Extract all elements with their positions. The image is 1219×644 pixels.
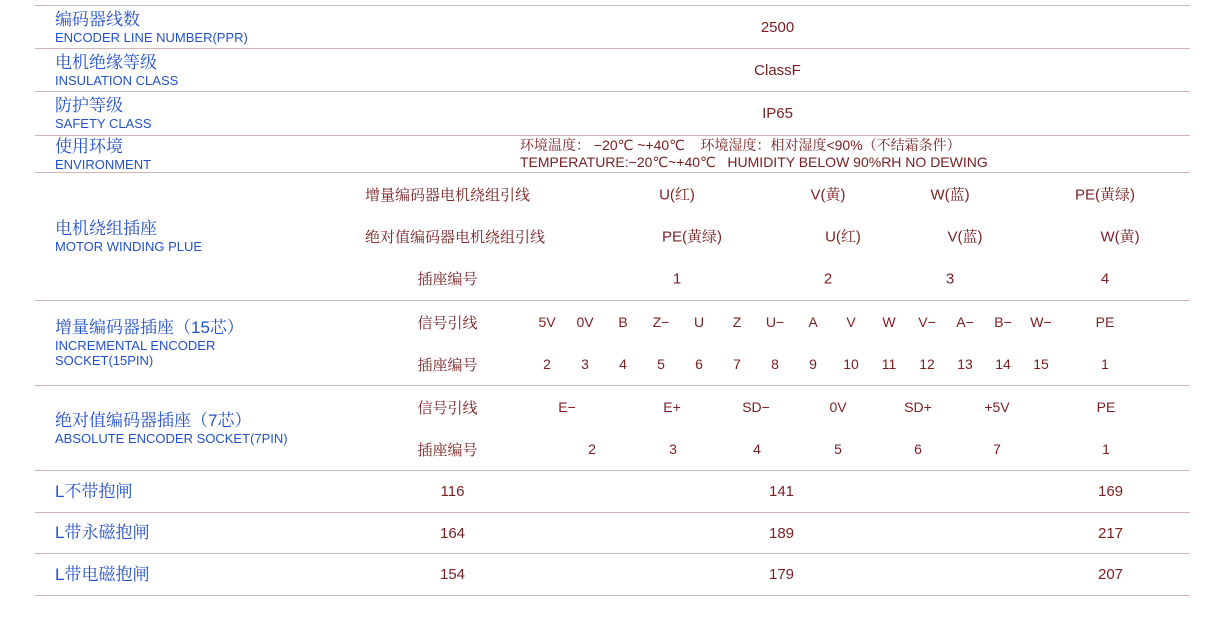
pin-number: 11 bbox=[881, 356, 897, 372]
environment-value-zh: 环境温度： −20℃ ~+40℃ 环境湿度：相对湿度<90%（不结霜条件） bbox=[520, 137, 961, 153]
signal-name: U− bbox=[765, 314, 785, 330]
pin-number: 4 bbox=[1100, 270, 1110, 288]
row-label-en: INCREMENTAL ENCODER bbox=[55, 338, 216, 353]
signal-name: W bbox=[882, 314, 896, 330]
pin-number: 14 bbox=[995, 356, 1011, 372]
pin-number: 10 bbox=[843, 356, 859, 372]
socket-number-row bbox=[365, 343, 1190, 385]
pin-number: 15 bbox=[1033, 356, 1049, 372]
row-label-en: ABSOLUTE ENCODER SOCKET(7PIN) bbox=[55, 430, 288, 446]
lead-value: U(红) bbox=[659, 186, 695, 204]
pin-number: 3 bbox=[945, 270, 955, 288]
row-label-en: SAFETY CLASS bbox=[55, 116, 152, 131]
signal-name: U bbox=[693, 314, 705, 330]
signal-name: V bbox=[846, 314, 856, 330]
signal-name: Z bbox=[732, 314, 742, 330]
sub-row-cells bbox=[530, 301, 1190, 343]
pin-number: 4 bbox=[619, 356, 627, 372]
row-label-cell bbox=[35, 301, 365, 385]
lead-value: U(红) bbox=[825, 228, 861, 246]
row-label-cell bbox=[35, 173, 365, 300]
pin-number: 1 bbox=[1102, 441, 1110, 457]
lead-value: PE(黄绿) bbox=[662, 228, 723, 246]
sub-row-label: 插座编号 bbox=[417, 356, 478, 374]
pin-number: 5 bbox=[657, 356, 665, 372]
pin-number: 12 bbox=[919, 356, 935, 372]
row-l-electromagnetic-brake bbox=[35, 553, 1190, 595]
sub-row-cells bbox=[530, 386, 1190, 428]
signal-name: PE bbox=[1096, 399, 1116, 415]
signal-name: B bbox=[618, 314, 628, 330]
pin-number: 8 bbox=[771, 356, 779, 372]
row-label-zh: 防护等级 bbox=[55, 96, 123, 115]
row-label-cell bbox=[35, 49, 365, 91]
environment-value-en: TEMPERATURE:−20℃~+40℃ HUMIDITY BELOW 90%RH NO DEWING bbox=[520, 154, 988, 170]
length-value: 141 bbox=[768, 483, 795, 500]
row-label-en: ENCODER LINE NUMBER(PPR) bbox=[55, 29, 248, 45]
row-label-zh: L带电磁抱闸 bbox=[55, 564, 150, 584]
length-value: 116 bbox=[440, 483, 465, 500]
pin-number: 2 bbox=[543, 356, 551, 372]
signal-name: +5V bbox=[984, 399, 1010, 415]
pin-number: 9 bbox=[809, 356, 817, 372]
row-label-cell bbox=[35, 92, 365, 135]
absolute-subrows bbox=[365, 386, 1190, 470]
lead-value: V(蓝) bbox=[947, 228, 983, 246]
sub-row-label: 绝对值编码器电机绕组引线 bbox=[365, 228, 546, 246]
length-value: 169 bbox=[1097, 483, 1124, 500]
pin-number: 1 bbox=[1101, 356, 1109, 372]
length-value: 164 bbox=[439, 524, 466, 542]
pin-number: 2 bbox=[588, 441, 596, 457]
row-label-cell bbox=[35, 386, 365, 470]
row-label-en: INSULATION CLASS bbox=[55, 72, 179, 88]
motor-winding-subrows bbox=[365, 173, 1190, 300]
pin-number: 7 bbox=[993, 441, 1001, 457]
signal-name: 0V bbox=[829, 399, 847, 415]
signal-name: 5V bbox=[538, 314, 556, 330]
pin-number: 6 bbox=[695, 356, 703, 372]
incremental-subrows bbox=[365, 301, 1190, 385]
safety-value: IP65 bbox=[762, 105, 793, 122]
sub-row-cells bbox=[530, 343, 1190, 385]
row-label-zh: 编码器线数 bbox=[55, 9, 140, 29]
socket-number-row bbox=[365, 428, 1190, 470]
signal-lead-row bbox=[365, 386, 1190, 428]
length-value: 179 bbox=[768, 566, 795, 583]
insulation-value: ClassF bbox=[754, 61, 801, 79]
sub-row-cells bbox=[530, 173, 1190, 215]
signal-name: V− bbox=[918, 314, 936, 330]
row-label-zh: 使用环境 bbox=[55, 136, 123, 156]
encoder-line-value: 2500 bbox=[760, 18, 795, 36]
signal-name: E− bbox=[558, 399, 576, 415]
length-value: 207 bbox=[1097, 566, 1124, 583]
pin-number: 6 bbox=[914, 441, 922, 457]
row-label-cell bbox=[35, 136, 365, 172]
sub-row-label: 插座编号 bbox=[417, 271, 478, 289]
signal-name: A bbox=[808, 314, 818, 330]
row-absolute-encoder-socket bbox=[35, 385, 1190, 470]
row-label-en: SOCKET(15PIN) bbox=[55, 353, 154, 368]
environment-value bbox=[365, 136, 1190, 172]
row-label-zh: 增量编码器插座（15芯） bbox=[55, 318, 244, 337]
pin-number: 3 bbox=[669, 441, 677, 457]
length-value: 154 bbox=[439, 566, 466, 583]
signal-name: SD− bbox=[742, 399, 770, 415]
signal-name: E+ bbox=[663, 399, 681, 415]
lead-value: PE(黄绿) bbox=[1075, 186, 1136, 204]
sub-row-cells bbox=[545, 215, 1190, 257]
pin-number: 1 bbox=[672, 270, 682, 288]
lead-value: W(黄) bbox=[1100, 228, 1140, 246]
row-label-zh: 电机绝缘等级 bbox=[55, 52, 157, 72]
signal-name: W− bbox=[1030, 314, 1052, 330]
sub-row-cells bbox=[530, 428, 1190, 470]
row-motor-winding-plug bbox=[35, 172, 1190, 300]
signal-name: B− bbox=[994, 314, 1012, 330]
pin-number: 2 bbox=[823, 270, 833, 288]
row-l-permanent-magnet-brake bbox=[35, 512, 1190, 553]
sub-row-label: 增量编码器电机绕组引线 bbox=[365, 186, 531, 204]
absolute-winding-leads-row bbox=[365, 215, 1190, 257]
row-label-en: MOTOR WINDING PLUE bbox=[55, 239, 203, 254]
row-label-zh: 电机绕组插座 bbox=[55, 219, 157, 238]
row-safety-class bbox=[35, 91, 1190, 135]
sub-row-label: 插座编号 bbox=[417, 441, 478, 459]
pin-number: 5 bbox=[834, 441, 842, 457]
signal-name: SD+ bbox=[904, 399, 932, 415]
signal-name: 0V bbox=[576, 314, 594, 330]
signal-name: PE bbox=[1095, 314, 1115, 330]
row-label-cell bbox=[35, 6, 365, 48]
row-encoder-line-number bbox=[35, 5, 1190, 48]
signal-lead-row bbox=[365, 301, 1190, 343]
pin-number: 3 bbox=[581, 356, 589, 372]
pin-number: 13 bbox=[957, 356, 973, 372]
incremental-winding-leads-row bbox=[365, 173, 1190, 215]
sub-row-cells bbox=[530, 258, 1190, 300]
row-incremental-encoder-socket bbox=[35, 300, 1190, 385]
row-label-zh: 绝对值编码器插座（7芯） bbox=[55, 410, 252, 430]
row-label-en: ENVIRONMENT bbox=[55, 156, 152, 172]
lead-value: V(黄) bbox=[810, 186, 846, 204]
length-value: 217 bbox=[1097, 524, 1124, 542]
row-l-no-brake bbox=[35, 470, 1190, 512]
sub-row-label: 信号引线 bbox=[417, 314, 478, 332]
length-value: 189 bbox=[768, 524, 795, 542]
spec-table bbox=[35, 5, 1190, 596]
pin-number: 7 bbox=[733, 356, 741, 372]
lead-value: W(蓝) bbox=[930, 186, 970, 204]
signal-name: Z− bbox=[652, 314, 670, 330]
row-label-zh: L带永磁抱闸 bbox=[55, 523, 150, 542]
row-insulation-class bbox=[35, 48, 1190, 91]
pin-number: 4 bbox=[753, 441, 761, 457]
socket-number-row bbox=[365, 258, 1190, 300]
row-label-zh: L不带抱闸 bbox=[55, 481, 133, 501]
row-environment bbox=[35, 135, 1190, 172]
signal-name: A− bbox=[956, 314, 974, 330]
sub-row-label: 信号引线 bbox=[417, 399, 478, 417]
